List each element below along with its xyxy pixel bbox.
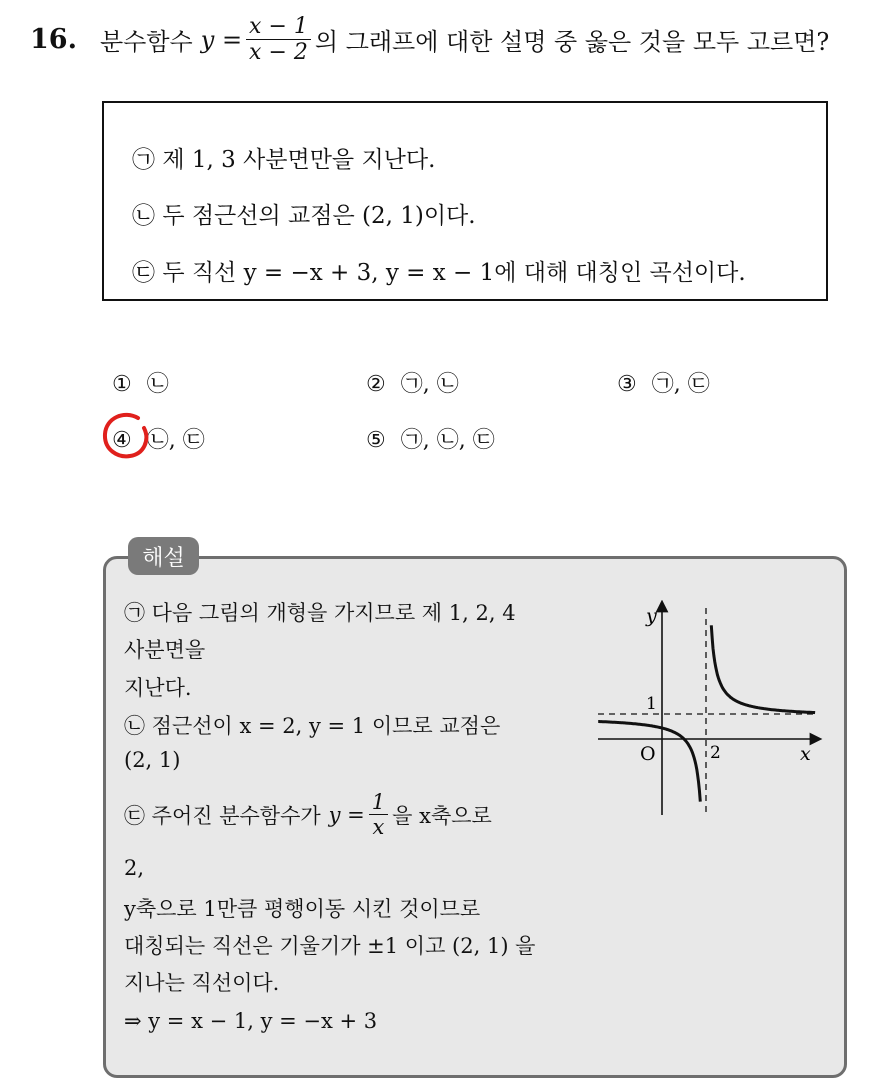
statement-mark: ㉢ xyxy=(132,260,155,286)
solution-line-11: ⇒ y = x − 1, y = −x + 3 xyxy=(124,1009,378,1033)
solution-line-5: (2, 1) xyxy=(124,748,181,772)
solution-line-6 xyxy=(124,790,492,839)
answer-circle-stroke xyxy=(105,415,146,456)
statement-3 xyxy=(132,254,746,287)
solution-line-4: ㉡ 점근선이 x = 2, y = 1 이므로 교점은 xyxy=(124,714,501,738)
question-number: 16. xyxy=(30,24,77,55)
solution-line-2: 사분면을 xyxy=(124,638,206,662)
question-stem xyxy=(100,14,829,66)
hyperbola-right-branch xyxy=(711,625,815,712)
y-axis-label: y xyxy=(646,605,657,627)
solution-fraction-denominator: x xyxy=(372,815,385,840)
statement-text: 제 1, 3 사분면만을 지난다. xyxy=(162,147,436,173)
option-text: ㉡ xyxy=(146,372,169,397)
solution-line-3: 지난다. xyxy=(124,676,192,700)
question-lead: 분수함수 xyxy=(100,28,193,57)
solution-frac-tail: 을 x축으로 xyxy=(392,803,492,828)
fraction-denominator: x − 2 xyxy=(249,40,308,66)
statement-text: 두 점근선의 교점은 (2, 1)이다. xyxy=(162,203,476,229)
solution-line-6-text: ㉢ 주어진 분수함수가 xyxy=(124,803,321,828)
statement-mark: ㉡ xyxy=(132,203,155,229)
option-number: ① xyxy=(112,372,132,397)
origin-label: O xyxy=(640,743,656,765)
solution-tag: 해설 xyxy=(128,537,199,575)
question-tail: 의 그래프에 대한 설명 중 옳은 것을 모두 고르면? xyxy=(314,28,830,57)
hyperbola-graph xyxy=(594,600,824,820)
statement-mark: ㉠ xyxy=(132,147,155,173)
option-1[interactable] xyxy=(112,367,169,398)
x-axis-label: x xyxy=(800,743,811,765)
question-fraction xyxy=(246,14,311,66)
option-number: ⑤ xyxy=(366,428,386,453)
answer-circle-mark xyxy=(100,410,152,462)
solution-frac-lead: y = xyxy=(328,802,365,827)
solution-line-9: 대칭되는 직선은 기울기가 ±1 이고 (2, 1) 을 xyxy=(124,934,536,958)
option-number: ④ xyxy=(112,428,132,453)
solution-line-8: y축으로 1만큼 평행이동 시킨 것이므로 xyxy=(124,897,481,921)
option-number: ③ xyxy=(617,372,637,397)
solution-line-1: ㉠ 다음 그림의 개형을 가지므로 제 1, 2, 4 xyxy=(124,601,516,625)
statement-1 xyxy=(132,141,435,174)
fraction-numerator: x − 1 xyxy=(246,14,311,40)
option-text: ㉠, ㉡, ㉢ xyxy=(400,428,495,453)
option-text: ㉠, ㉡ xyxy=(400,372,459,397)
option-3[interactable] xyxy=(617,367,710,398)
asymptote-x-label: 2 xyxy=(710,743,721,763)
solution-fraction xyxy=(369,790,388,839)
statement-text: 두 직선 y = −x + 3, y = x − 1에 대해 대칭인 곡선이다. xyxy=(162,260,746,286)
solution-line-10: 지나는 직선이다. xyxy=(124,971,280,995)
option-number: ② xyxy=(366,372,386,397)
asymptote-y-label: 1 xyxy=(646,694,657,714)
option-text: ㉠, ㉢ xyxy=(651,372,710,397)
option-5[interactable] xyxy=(366,423,495,454)
option-2[interactable] xyxy=(366,367,459,398)
statement-2 xyxy=(132,197,476,230)
option-text: ㉡, ㉢ xyxy=(146,428,205,453)
solution-line-7: 2, xyxy=(124,856,145,880)
solution-fraction-numerator: 1 xyxy=(369,790,388,815)
question-y-eq: y = xyxy=(200,25,243,54)
